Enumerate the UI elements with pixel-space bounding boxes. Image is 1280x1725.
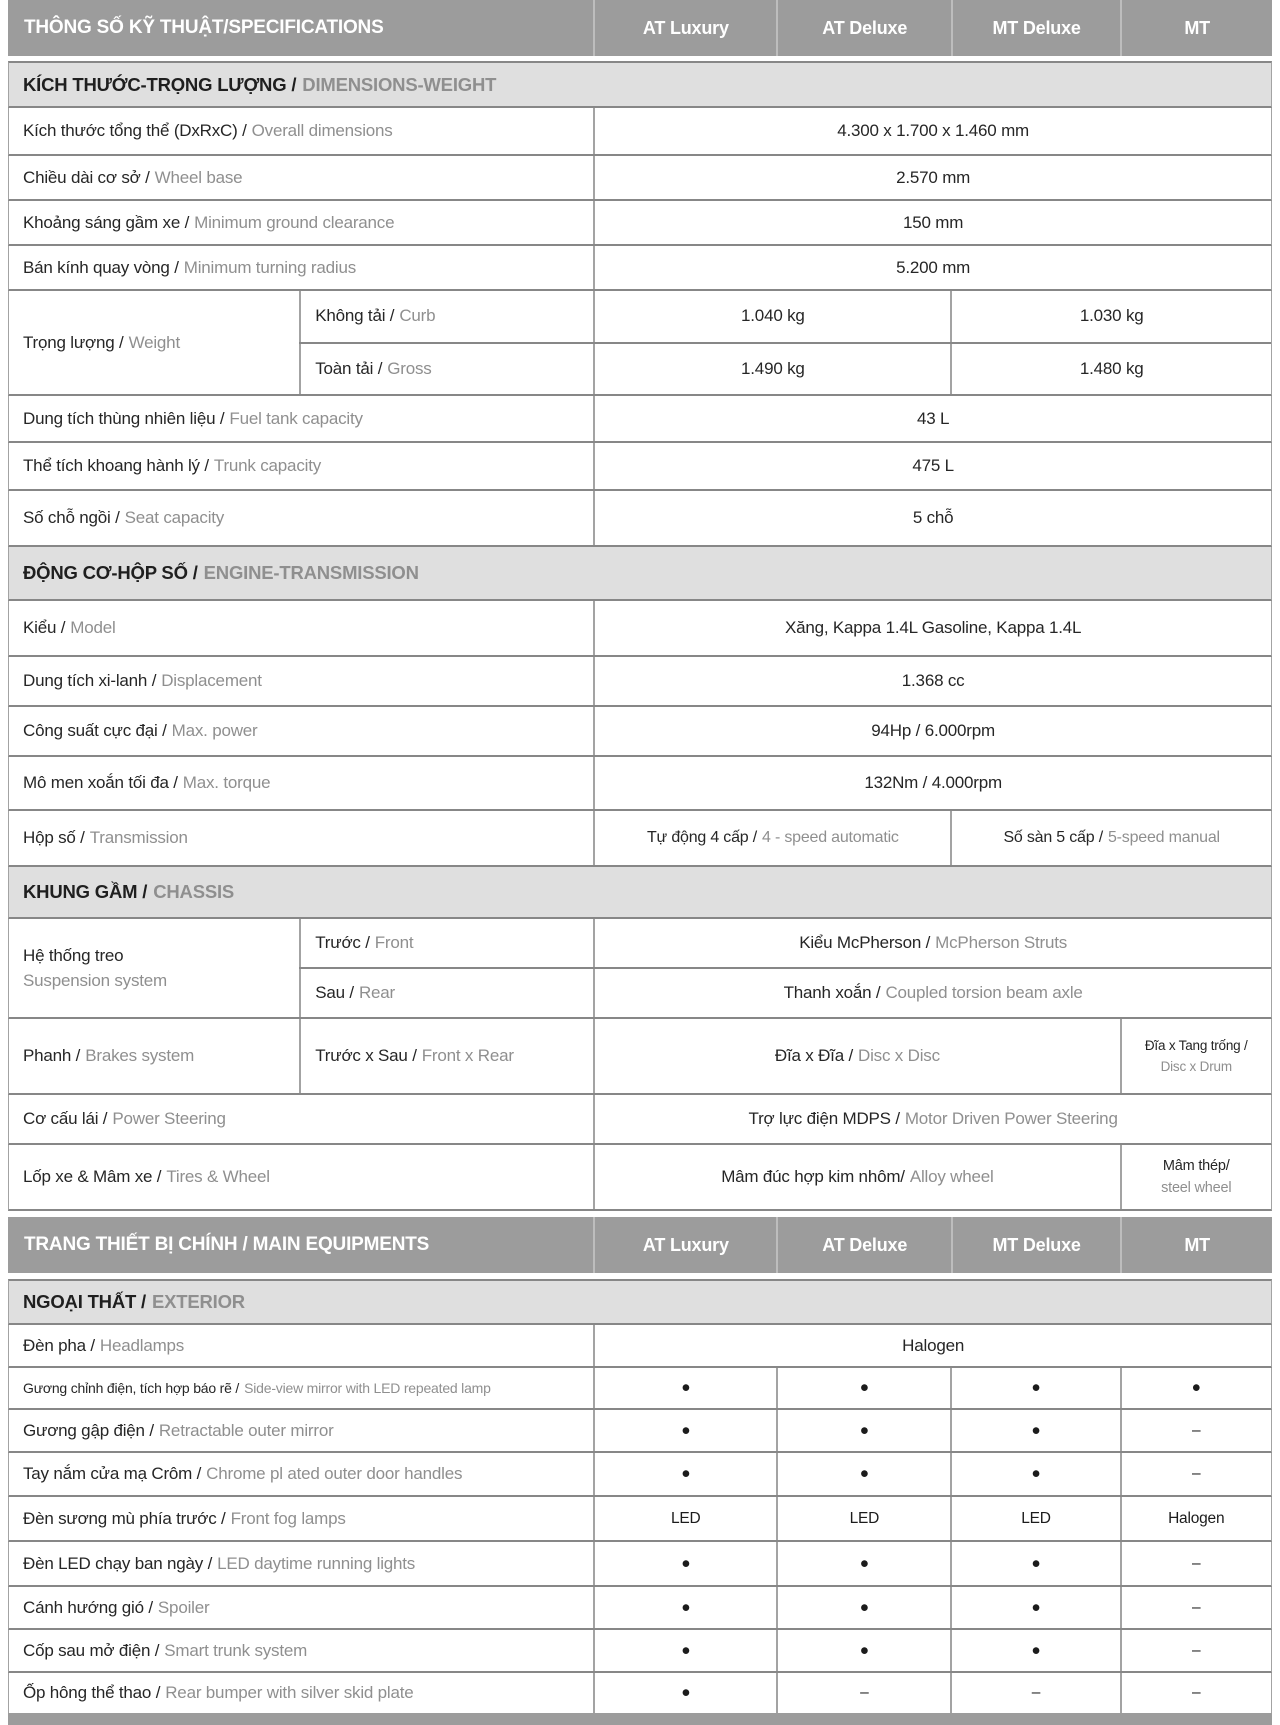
equipment-mark-at-luxury (593, 1368, 776, 1408)
equipment-value (593, 1325, 1271, 1366)
spec-value (593, 657, 1271, 705)
equipment-mark-mt-deluxe (950, 1673, 1119, 1713)
availability-dash: – (1192, 1641, 1201, 1659)
label-vi: Cánh hướng gió / (23, 1597, 153, 1617)
row-wheel-base (8, 156, 1272, 201)
value-text: 1.040 kg (741, 306, 805, 326)
spec-header-title: THÔNG SỐ KỸ THUẬT/SPECIFICATIONS (24, 17, 384, 38)
value-steel-wheel (1120, 1145, 1271, 1209)
equipment-mark-at-luxury (593, 1542, 776, 1585)
equipment-mark-mt-deluxe (950, 1587, 1119, 1628)
availability-dot: ● (681, 1421, 691, 1439)
value-en: Disc x Drum (1160, 1058, 1232, 1074)
value-text: 1.490 kg (741, 358, 805, 378)
label-vi: Chiều dài cơ sở / (23, 167, 150, 187)
label-vi: Gương chỉnh điện, tích hợp báo rẽ / (23, 1380, 240, 1396)
equipment-mark-at-deluxe (776, 1497, 950, 1540)
section-exterior (8, 1279, 1272, 1325)
equipment-mark-mt-deluxe (950, 1453, 1119, 1495)
row-smart-trunk (8, 1630, 1272, 1673)
section-engine-transmission (8, 547, 1272, 601)
spec-label (9, 707, 593, 755)
label-en: Spoiler (157, 1597, 210, 1617)
value-en: 4 - speed automatic (762, 829, 899, 846)
value-automatic (593, 811, 950, 865)
row-suspension-front (299, 919, 1271, 967)
equipment-mark-at-deluxe (776, 1673, 950, 1713)
col-header-at-deluxe: AT Deluxe (776, 0, 950, 56)
value-en: Alloy wheel (909, 1167, 994, 1186)
value-mt (950, 344, 1271, 395)
spec-value (593, 443, 1271, 489)
availability-dot: ● (1031, 1465, 1041, 1482)
spec-label (9, 1095, 593, 1143)
spec-label (9, 443, 593, 489)
label-vi: Toàn tải / (315, 358, 383, 378)
value-vi: Số sàn 5 cấp / (1003, 829, 1103, 846)
row-led-daytime-lights (8, 1542, 1272, 1587)
value-text: 1.480 kg (1079, 358, 1144, 378)
equipment-mark-mt (1120, 1630, 1271, 1671)
label-vi: Trước / (315, 933, 370, 952)
equipment-label (9, 1587, 593, 1628)
availability-dot: ● (859, 1598, 869, 1616)
row-trunk-capacity (8, 443, 1272, 491)
label-vi: Số chỗ ngồi / (23, 508, 120, 527)
value-en: McPherson Struts (935, 933, 1068, 952)
row-retractable-mirror (8, 1410, 1272, 1453)
label-vi: Tay nắm cửa mạ Crôm / (23, 1464, 202, 1483)
value-vi: Tự động 4 cấp / (646, 829, 757, 846)
label-vi: Bán kính quay vòng / (23, 257, 179, 277)
equipment-mark-at-deluxe (776, 1630, 950, 1671)
value-text: 1.030 kg (1079, 306, 1144, 326)
value-text: 150 mm (903, 212, 964, 232)
label-en: Gross (387, 358, 432, 378)
spec-label (9, 491, 593, 545)
label-en: Max. torque (182, 773, 271, 792)
availability-dot: ● (859, 1421, 869, 1439)
suspension-subrows (299, 919, 1271, 1017)
value-text: 5.200 mm (896, 257, 971, 277)
label-en: Seat capacity (124, 508, 225, 527)
label-en: Transmission (89, 828, 188, 847)
spec-value (593, 969, 1271, 1017)
availability-dot: ● (681, 1379, 691, 1396)
equipment-mark-mt-deluxe (950, 1368, 1119, 1408)
spec-value (593, 201, 1271, 244)
equipment-header-title: TRANG THIẾT BỊ CHÍNH / MAIN EQUIPMENTS (24, 1234, 430, 1255)
suspension-label (9, 919, 299, 1017)
spec-value (593, 156, 1271, 199)
spec-label (9, 601, 593, 655)
row-power-steering (8, 1095, 1272, 1145)
availability-dot: ● (1191, 1379, 1201, 1396)
equipment-mark-mt-deluxe (950, 1630, 1119, 1671)
spec-table (8, 0, 1272, 1725)
label-vi: Dung tích xi-lanh / (23, 671, 157, 690)
label-vi: Cơ cấu lái / (23, 1109, 108, 1128)
availability-dot: ● (681, 1684, 691, 1701)
label-vi: Mô men xoắn tối đa / (23, 773, 178, 792)
label-en: Front x Rear (421, 1046, 514, 1065)
spec-label (9, 1145, 593, 1209)
label-en: Headlamps (99, 1335, 185, 1355)
row-curb-weight (299, 291, 1271, 342)
spec-label (9, 1019, 299, 1093)
label-vi: Thể tích khoang hành lý / (23, 456, 209, 475)
equipment-mark-at-deluxe (776, 1542, 950, 1585)
weight-subrows (299, 291, 1271, 394)
spec-label (9, 811, 593, 865)
row-ground-clearance (8, 201, 1272, 246)
label-vi: Cốp sau mở điện / (23, 1640, 160, 1660)
spec-value (593, 108, 1271, 154)
row-rear-skid-plate (8, 1673, 1272, 1713)
equipment-mark-at-deluxe (776, 1453, 950, 1495)
spec-value (593, 1095, 1271, 1143)
row-front-fog-lamps (8, 1497, 1272, 1542)
spec-label (9, 757, 593, 809)
row-spoiler (8, 1587, 1272, 1630)
equipment-label (9, 1368, 593, 1408)
availability-dot: ● (1031, 1641, 1041, 1659)
value-en: Motor Driven Power Steering (904, 1109, 1118, 1128)
label-vi: Phanh / (23, 1046, 81, 1065)
value-disc-drum (1120, 1019, 1271, 1093)
section-title-vi: KHUNG GẦM / (23, 881, 148, 902)
availability-dash: – (1192, 1554, 1201, 1572)
value-mt (950, 291, 1271, 342)
spec-label (9, 396, 593, 441)
value-text: 94Hp / 6.000rpm (871, 721, 995, 740)
label-en: LED daytime running lights (217, 1553, 416, 1573)
label-vi: Công suất cực đại / (23, 721, 167, 740)
value-text: LED (1021, 1509, 1051, 1527)
section-title-vi: ĐỘNG CƠ-HỘP SỐ / (23, 562, 198, 583)
spec-value (593, 491, 1271, 545)
label-en: Smart trunk system (164, 1640, 308, 1660)
spec-value (593, 396, 1271, 441)
availability-dot: ● (1031, 1554, 1041, 1572)
equipment-header (8, 1217, 1272, 1273)
label-en: Retractable outer mirror (158, 1420, 334, 1440)
label-vi: Trọng lượng / (23, 332, 124, 352)
col-header-mt: MT (1120, 0, 1272, 56)
availability-dash: – (1192, 1465, 1201, 1482)
availability-dash: – (1192, 1684, 1201, 1701)
equipment-label (9, 1542, 593, 1585)
label-vi: Gương gập điện / (23, 1420, 154, 1440)
col-header-at-luxury: AT Luxury (593, 0, 776, 56)
row-headlamps (8, 1325, 1272, 1368)
label-en: Minimum turning radius (183, 257, 357, 277)
value-text: 43 L (916, 408, 950, 428)
equipment-mark-mt-deluxe (950, 1497, 1119, 1540)
spec-value (593, 757, 1271, 809)
spec-label (9, 108, 593, 154)
value-en: Coupled torsion beam axle (885, 983, 1083, 1002)
value-en: steel wheel (1161, 1179, 1232, 1196)
equipment-mark-at-luxury (593, 1410, 776, 1451)
label-en: Max. power (171, 721, 258, 740)
label-vi: Ốp hông thể thao / (23, 1683, 161, 1702)
section-chassis (8, 867, 1272, 919)
row-group-weight (8, 291, 1272, 396)
equipment-mark-mt-deluxe (950, 1542, 1119, 1585)
label-vi: Lốp xe & Mâm xe / (23, 1167, 162, 1186)
value-vi: Trợ lực điện MDPS / (748, 1109, 900, 1128)
label-en: Front fog lamps (230, 1508, 346, 1528)
availability-dot: ● (681, 1641, 691, 1659)
section-title-en: CHASSIS (153, 881, 235, 902)
equipment-label (9, 1673, 593, 1713)
value-text: Halogen (902, 1335, 965, 1355)
value-text: 4.300 x 1.700 x 1.460 mm (837, 121, 1029, 140)
value-text: LED (849, 1509, 880, 1527)
equipment-mark-mt-deluxe (950, 1410, 1119, 1451)
value-vi: Kiểu McPherson / (799, 933, 931, 952)
row-fuel-tank (8, 396, 1272, 443)
sub-label (299, 1019, 593, 1093)
equipment-mark-at-deluxe (776, 1587, 950, 1628)
availability-dot: ● (1031, 1598, 1041, 1616)
label-en: Suspension system (23, 970, 168, 990)
col-header-mt-deluxe: MT Deluxe (951, 0, 1120, 56)
value-vi: Mâm đúc hợp kim nhôm/ (721, 1167, 905, 1186)
spec-label (9, 246, 593, 289)
availability-dash: – (860, 1684, 869, 1701)
availability-dash: – (1192, 1421, 1201, 1439)
sub-label (299, 969, 593, 1017)
availability-dash: – (1031, 1684, 1041, 1701)
label-en: Trunk capacity (213, 456, 322, 475)
label-vi: Khoảng sáng gầm xe / (23, 212, 190, 232)
label-vi: Không tải / (315, 306, 395, 326)
spec-header (8, 0, 1272, 56)
row-gross-weight (299, 342, 1271, 395)
section-title-en: ENGINE-TRANSMISSION (203, 562, 419, 583)
col-header-at-luxury: AT Luxury (593, 1217, 776, 1273)
availability-dot: ● (1031, 1421, 1041, 1439)
label-en: Power Steering (112, 1109, 226, 1128)
row-max-torque (8, 757, 1272, 811)
row-side-view-mirror (8, 1368, 1272, 1410)
label-vi: Đèn sương mù phía trước / (23, 1508, 226, 1528)
equipment-mark-mt (1120, 1410, 1271, 1451)
value-at (593, 291, 950, 342)
label-vi: Sau / (315, 983, 354, 1002)
spec-label (9, 201, 593, 244)
label-en: Overall dimensions (251, 121, 393, 140)
availability-dot: ● (681, 1465, 691, 1482)
label-en: Weight (128, 332, 180, 352)
value-text: Halogen (1168, 1509, 1225, 1527)
row-tires-wheels (8, 1145, 1272, 1211)
spec-label (9, 657, 593, 705)
equipment-label (9, 1630, 593, 1671)
value-text: Xăng, Kappa 1.4L Gasoline, Kappa 1.4L (784, 618, 1082, 637)
col-header-at-deluxe: AT Deluxe (776, 1217, 950, 1273)
weight-label (9, 291, 299, 394)
equipment-mark-at-deluxe (776, 1410, 950, 1451)
label-en: Curb (399, 306, 436, 326)
spec-value (593, 601, 1271, 655)
label-en: Model (70, 618, 116, 637)
row-transmission (8, 811, 1272, 867)
section-title-vi: NGOẠI THẤT / (23, 1291, 146, 1312)
availability-dot: ● (859, 1554, 869, 1572)
label-vi: Hệ thống treo (23, 945, 124, 965)
spec-label (9, 156, 593, 199)
equipment-mark-mt (1120, 1368, 1271, 1408)
row-brakes (8, 1019, 1272, 1095)
availability-dot: ● (681, 1554, 691, 1572)
label-vi: Kiểu / (23, 618, 66, 637)
row-turning-radius (8, 246, 1272, 291)
label-vi: Đèn pha / (23, 1335, 95, 1355)
label-en: Brakes system (85, 1046, 195, 1065)
equipment-mark-mt (1120, 1587, 1271, 1628)
equipment-label (9, 1410, 593, 1451)
cropped-next-header-bar (8, 1713, 1272, 1725)
availability-dot: ● (859, 1465, 869, 1482)
equipment-label (9, 1497, 593, 1540)
col-header-mt-deluxe: MT Deluxe (951, 1217, 1120, 1273)
row-seat-capacity (8, 491, 1272, 547)
label-en: Wheel base (154, 167, 243, 187)
value-text: 2.570 mm (896, 167, 971, 187)
equipment-label (9, 1325, 593, 1366)
equipment-mark-at-luxury (593, 1673, 776, 1713)
value-at (593, 344, 950, 395)
value-text: LED (671, 1509, 701, 1527)
row-suspension-rear (299, 967, 1271, 1017)
value-alloy-wheel (593, 1145, 1119, 1209)
equipment-mark-mt (1120, 1453, 1271, 1495)
label-vi: Dung tích thùng nhiên liệu / (23, 408, 225, 428)
value-text: 1.368 cc (901, 671, 965, 690)
spec-value (593, 919, 1271, 967)
label-vi: Hộp số / (23, 828, 85, 847)
availability-dot: ● (859, 1641, 869, 1659)
equipment-mark-at-luxury (593, 1497, 776, 1540)
section-title-en: DIMENSIONS-WEIGHT (302, 73, 497, 95)
label-en: Rear (358, 983, 396, 1002)
col-header-mt: MT (1120, 1217, 1272, 1273)
value-manual (950, 811, 1271, 865)
value-vi: Đĩa x Tang trống / (1144, 1037, 1248, 1053)
spec-value (593, 246, 1271, 289)
value-en: 5-speed manual (1107, 829, 1220, 846)
value-text: 132Nm / 4.000rpm (864, 773, 1002, 792)
label-vi: Kích thước tổng thể (DxRxC) / (23, 121, 247, 140)
label-en: Fuel tank capacity (229, 408, 363, 428)
value-vi: Đĩa x Đĩa / (774, 1046, 854, 1065)
equipment-mark-at-luxury (593, 1453, 776, 1495)
row-chrome-door-handles (8, 1453, 1272, 1497)
value-vi: Mâm thép/ (1162, 1157, 1230, 1174)
section-dimensions-weight (8, 61, 1272, 108)
value-text: 5 chỗ (912, 508, 954, 527)
label-en: Chrome pl ated outer door handles (206, 1464, 463, 1483)
label-vi: Đèn LED chạy ban ngày / (23, 1553, 213, 1573)
sub-label (299, 919, 593, 967)
label-en: Tires & Wheel (166, 1167, 270, 1186)
spec-value (593, 707, 1271, 755)
label-en: Front (374, 933, 414, 952)
row-engine-model (8, 601, 1272, 657)
availability-dot: ● (859, 1379, 869, 1396)
sub-label (299, 291, 593, 342)
equipment-label (9, 1453, 593, 1495)
sub-label (299, 344, 593, 395)
equipment-mark-at-luxury (593, 1587, 776, 1628)
label-en: Minimum ground clearance (194, 212, 395, 232)
equipment-mark-at-deluxe (776, 1368, 950, 1408)
label-vi: Trước x Sau / (315, 1046, 417, 1065)
availability-dot: ● (681, 1598, 691, 1616)
section-title-en: EXTERIOR (151, 1291, 245, 1312)
section-title-vi: KÍCH THƯỚC-TRỌNG LƯỢNG / (23, 73, 297, 95)
value-disc-disc (593, 1019, 1119, 1093)
label-en: Side-view mirror with LED repeated lamp (244, 1380, 491, 1396)
row-overall-dimensions (8, 108, 1272, 156)
row-displacement (8, 657, 1272, 707)
row-max-power (8, 707, 1272, 757)
equipment-mark-mt (1120, 1542, 1271, 1585)
row-group-suspension (8, 919, 1272, 1019)
label-en: Displacement (161, 671, 262, 690)
equipment-mark-mt (1120, 1673, 1271, 1713)
label-en: Rear bumper with silver skid plate (165, 1683, 414, 1702)
value-vi: Thanh xoắn / (783, 983, 881, 1002)
equipment-mark-mt (1120, 1497, 1271, 1540)
value-text: 475 L (912, 456, 954, 475)
availability-dot: ● (1031, 1379, 1041, 1396)
value-en: Disc x Disc (858, 1046, 940, 1065)
availability-dash: – (1192, 1598, 1201, 1616)
equipment-mark-at-luxury (593, 1630, 776, 1671)
